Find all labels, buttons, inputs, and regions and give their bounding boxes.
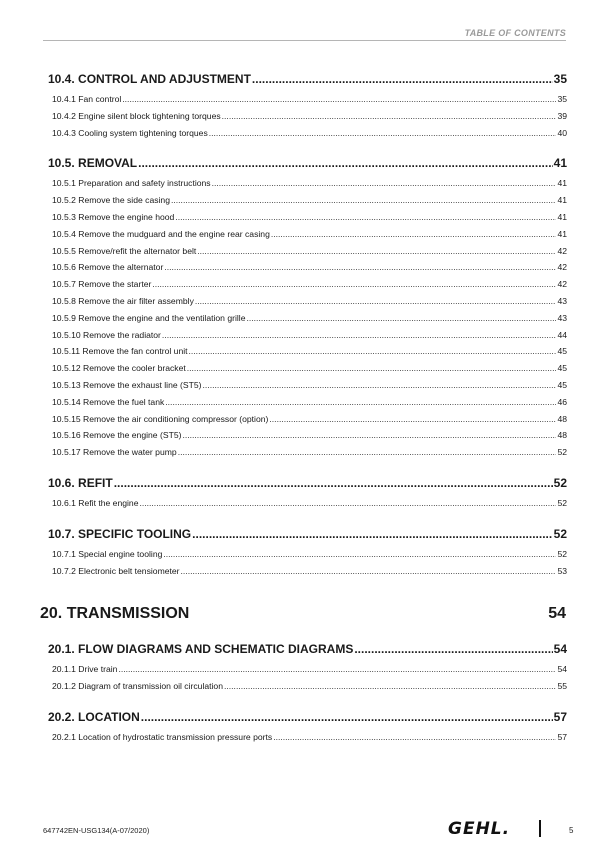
- toc-entry[interactable]: [52, 310, 567, 327]
- dot-leader: [165, 394, 556, 411]
- dot-leader: [178, 444, 557, 461]
- chapter-page: 54: [548, 605, 566, 622]
- toc-part-2: [48, 642, 567, 745]
- dot-leader: [181, 563, 557, 580]
- toc-entry-label: 10.5.6 Remove the alternator: [52, 262, 164, 273]
- toc-section-title: 10.7. SPECIFIC TOOLING: [48, 526, 192, 541]
- toc-section-title: 20.2. LOCATION: [48, 709, 140, 724]
- toc-section-heading[interactable]: [48, 642, 567, 656]
- toc-entry-label: 10.5.2 Remove the side casing: [52, 195, 170, 206]
- toc-entry[interactable]: [52, 394, 567, 411]
- toc-entry[interactable]: [52, 360, 567, 377]
- dot-leader: [118, 661, 556, 678]
- toc-entry-label: 20.1.2 Diagram of transmission oil circulation: [52, 680, 223, 691]
- toc-entry[interactable]: [52, 243, 567, 260]
- toc-entry-page: 42: [557, 245, 567, 256]
- toc-entry-page: 42: [557, 279, 567, 290]
- dot-leader: [252, 72, 553, 86]
- toc-entry-label: 10.5.9 Remove the engine and the ventilation grille: [52, 312, 246, 323]
- toc-entry[interactable]: [52, 327, 567, 344]
- toc-section-page: 52: [553, 526, 567, 541]
- toc-entry-page: 40: [557, 127, 567, 138]
- toc-section: [48, 476, 567, 512]
- toc-entry-page: 41: [557, 195, 567, 206]
- toc-entry[interactable]: [52, 661, 567, 678]
- toc-entry-page: 52: [557, 447, 567, 458]
- toc-entry-label: 20.1.1 Drive train: [52, 664, 118, 674]
- toc-entry[interactable]: [52, 91, 567, 108]
- toc-entry-page: 44: [557, 329, 567, 340]
- toc-entry-label: 10.5.8 Remove the air filter assembly: [52, 295, 194, 306]
- header-divider: [43, 40, 566, 41]
- toc-entry-label: 10.5.15 Remove the air conditioning compressor (option): [52, 413, 269, 424]
- toc-entry[interactable]: [52, 192, 567, 209]
- toc-entry-label: 10.7.2 Electronic belt tensiometer: [52, 565, 180, 576]
- toc-section-page: 52: [553, 475, 567, 490]
- toc-entry[interactable]: [52, 226, 567, 243]
- toc-entry-label: 10.4.3 Cooling system tightening torques: [52, 127, 208, 138]
- dot-leader: [192, 527, 552, 541]
- toc-entry-page: 52: [557, 548, 567, 559]
- toc-entry-page: 43: [557, 312, 567, 323]
- toc-entry-label: 10.5.16 Remove the engine (ST5): [52, 430, 182, 441]
- toc-entry-page: 41: [557, 178, 567, 189]
- toc-entry-page: 57: [557, 731, 567, 742]
- gehl-logo: GEHL.: [448, 819, 511, 839]
- toc-entry-page: 39: [557, 110, 567, 121]
- toc-entry[interactable]: [52, 259, 567, 276]
- toc-entry-page: 41: [557, 228, 567, 239]
- toc-entry-page: 48: [557, 430, 567, 441]
- dot-leader: [203, 377, 557, 394]
- toc-entry-page: 43: [557, 295, 567, 306]
- dot-leader: [138, 156, 553, 170]
- dot-leader: [195, 293, 557, 310]
- toc-entry-label: 10.5.5 Remove/refit the alternator belt: [52, 245, 197, 256]
- toc-entry[interactable]: [52, 175, 567, 192]
- toc-section-title: 20.1. FLOW DIAGRAMS AND SCHEMATIC DIAGRAMS: [48, 642, 354, 656]
- toc-entry-label: 10.6.1 Refit the engine: [52, 497, 139, 508]
- toc-entry-page: 55: [557, 680, 567, 691]
- footer-divider: [539, 820, 541, 837]
- toc-entry[interactable]: [52, 678, 567, 695]
- toc-entry[interactable]: [52, 729, 567, 746]
- chapter-heading[interactable]: [40, 605, 566, 623]
- toc-entry-label: 10.5.17 Remove the water pump: [52, 447, 177, 458]
- toc-section-title: 10.4. CONTROL AND ADJUSTMENT: [48, 72, 251, 86]
- dot-leader: [189, 343, 557, 360]
- toc-entry-label: 10.4.1 Fan control: [52, 94, 122, 104]
- dot-leader: [212, 175, 557, 192]
- toc-entry[interactable]: [52, 293, 567, 310]
- toc-entry-label: 10.5.13 Remove the exhaust line (ST5): [52, 379, 202, 390]
- dot-leader: [187, 360, 557, 377]
- toc-entry[interactable]: [52, 427, 567, 444]
- toc-section-heading[interactable]: [48, 476, 567, 490]
- dot-leader: [163, 546, 556, 563]
- toc-entry[interactable]: [52, 209, 567, 226]
- toc-section-page: 35: [553, 72, 567, 86]
- toc-entry-page: 35: [557, 94, 567, 104]
- toc-entry-label: 10.5.1 Preparation and safety instructions: [52, 178, 211, 189]
- dot-leader: [197, 243, 556, 260]
- document-code: 647742EN-USG134(A-07/2020): [43, 826, 150, 835]
- toc-section-page: 54: [553, 642, 567, 656]
- toc-entry-label: 20.2.1 Location of hydrostatic transmission pressure ports: [52, 731, 273, 742]
- dot-leader: [164, 259, 556, 276]
- toc-entry-page: 41: [557, 211, 567, 222]
- chapter-title: 20. TRANSMISSION: [40, 605, 190, 622]
- toc-section-page: 57: [553, 709, 567, 724]
- toc-entry-label: 10.5.10 Remove the radiator: [52, 329, 161, 340]
- toc-entry[interactable]: [52, 495, 567, 512]
- toc-entry-label: 10.5.11 Remove the fan control unit: [52, 346, 188, 357]
- toc-entry-label: 10.5.7 Remove the starter: [52, 279, 152, 290]
- toc-section-heading[interactable]: [48, 710, 567, 724]
- dot-leader: [152, 276, 556, 293]
- toc-entry-page: 45: [557, 363, 567, 374]
- toc-entry-label: 10.5.14 Remove the fuel tank: [52, 396, 165, 407]
- toc-entry[interactable]: [52, 546, 567, 563]
- dot-leader: [247, 310, 557, 327]
- dot-leader: [139, 495, 556, 512]
- toc-entry[interactable]: [52, 108, 567, 125]
- dot-leader: [209, 125, 557, 142]
- page-number: 5: [569, 826, 574, 835]
- toc-entry-label: 10.5.12 Remove the cooler bracket: [52, 363, 186, 374]
- toc-entry[interactable]: [52, 411, 567, 428]
- toc-part-1: [48, 72, 567, 579]
- dot-leader: [141, 710, 553, 724]
- toc-section: [48, 72, 567, 141]
- dot-leader: [175, 209, 556, 226]
- dot-leader: [224, 678, 556, 695]
- toc-section-title: 10.5. REMOVAL: [48, 156, 138, 171]
- toc-entry[interactable]: [52, 125, 567, 142]
- toc-entry[interactable]: [52, 444, 567, 461]
- dot-leader: [354, 642, 552, 656]
- toc-entry-page: 48: [557, 413, 567, 424]
- toc-entry-page: 45: [557, 346, 567, 357]
- toc-entry-label: 10.4.2 Engine silent block tightening torques: [52, 110, 221, 121]
- toc-entry-page: 53: [557, 565, 567, 576]
- dot-leader: [222, 108, 557, 125]
- toc-entry[interactable]: [52, 343, 567, 360]
- toc-entry[interactable]: [52, 276, 567, 293]
- toc-entry[interactable]: [52, 563, 567, 580]
- toc-entry-page: 45: [557, 379, 567, 390]
- toc-entry-page: 42: [557, 262, 567, 273]
- toc-section-heading[interactable]: [48, 156, 567, 170]
- dot-leader: [182, 427, 556, 444]
- toc-section: [48, 527, 567, 580]
- toc-entry-page: 54: [557, 664, 567, 674]
- toc-section-heading[interactable]: [48, 72, 567, 86]
- dot-leader: [273, 729, 556, 746]
- toc-entry-page: 52: [557, 497, 567, 508]
- toc-section: [48, 710, 567, 746]
- toc-entry-label: 10.5.3 Remove the engine hood: [52, 211, 175, 222]
- dot-leader: [162, 327, 557, 344]
- toc-entry-label: 10.5.4 Remove the mudguard and the engine rear casing: [52, 228, 270, 239]
- dot-leader: [114, 476, 553, 490]
- dot-leader: [122, 91, 556, 108]
- dot-leader: [271, 226, 557, 243]
- toc-entry-page: 46: [557, 396, 567, 407]
- toc-section: [48, 642, 567, 695]
- dot-leader: [171, 192, 556, 209]
- toc-entry[interactable]: [52, 377, 567, 394]
- toc-entry-label: 10.7.1 Special engine tooling: [52, 548, 163, 559]
- running-header: TABLE OF CONTENTS: [464, 28, 566, 38]
- toc-section-title: 10.6. REFIT: [48, 475, 113, 490]
- dot-leader: [269, 411, 556, 428]
- toc-section: [48, 156, 567, 461]
- toc-section-heading[interactable]: [48, 527, 567, 541]
- toc-section-page: 41: [553, 156, 567, 171]
